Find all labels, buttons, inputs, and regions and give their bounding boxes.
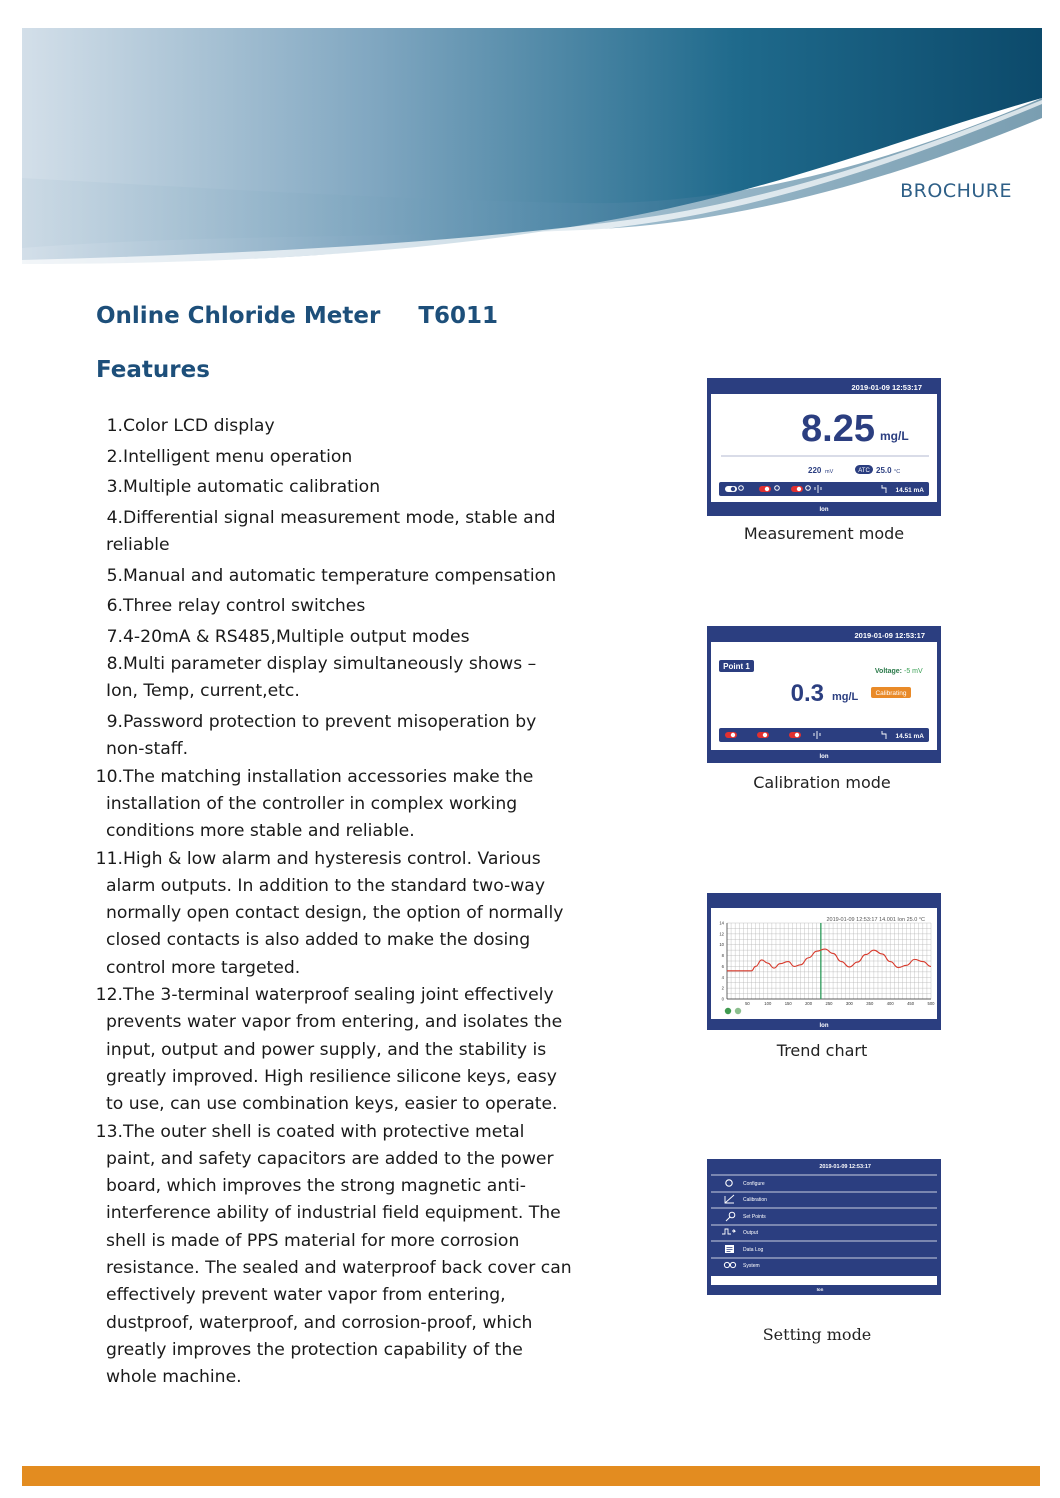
brochure-label: BROCHURE — [900, 180, 1012, 202]
feature-text: Intelligent menu operation — [123, 446, 353, 467]
measurement-unit: mg/L — [880, 429, 909, 443]
calibration-caption: Calibration mode — [753, 773, 891, 792]
menu-item-label: Calibration — [743, 1197, 767, 1203]
feature-item — [86, 764, 572, 846]
x-tick-label: 500 — [927, 1001, 935, 1006]
y-tick-label: 12 — [719, 931, 724, 937]
menu-item-label: Set Points — [743, 1214, 766, 1220]
feature-number: 8. — [106, 654, 123, 675]
y-tick-label: 4 — [721, 974, 724, 980]
settings-screen — [707, 1159, 941, 1295]
relay-1-dot — [731, 487, 735, 491]
feature-number: 12. — [95, 985, 123, 1006]
relay-3-dot — [795, 733, 799, 737]
feature-number: 10. — [95, 766, 123, 787]
feature-item — [86, 593, 572, 620]
x-tick-label: 350 — [866, 1001, 874, 1006]
footer-bar — [22, 1466, 1040, 1486]
feature-text: The outer shell is coated with protective metal paint, and safety capacitors are added to the power board, which improves the strong magnetic anti-interference ability of industrial field equipment. The shell is made of PPS material for more corrosion resistance. The sealed and waterproof back cover can effectively prevent water vapor from entering, dustproof, waterproof, and corrosion-proof, which greatly improves the protection capability of the whole machine. — [106, 1121, 572, 1388]
screen-footer: Ion — [816, 1287, 824, 1292]
product-name: Online Chloride Meter — [96, 303, 381, 329]
relay-2-dot — [763, 733, 767, 737]
screen-footer: Ion — [819, 1023, 829, 1029]
temp-unit: °C — [894, 469, 901, 475]
y-tick-label: 14 — [719, 920, 724, 926]
relay-2-dot — [765, 487, 769, 491]
x-tick-label: 250 — [825, 1001, 833, 1006]
feature-text: Multi parameter display simultaneously shows – Ion, Temp, current,etc. — [106, 654, 537, 702]
header-banner — [22, 28, 1042, 268]
relay-3-dot — [797, 487, 801, 491]
atc-label: ATC — [858, 468, 870, 474]
screen-footer-band — [711, 1276, 937, 1285]
menu-item-label: Configure — [743, 1181, 765, 1187]
feature-number: 4. — [106, 507, 123, 528]
feature-item — [86, 709, 572, 764]
scroll-right-button[interactable] — [735, 1008, 741, 1014]
x-tick-label: 150 — [784, 1001, 792, 1006]
feature-text: Color LCD display — [123, 416, 275, 436]
feature-item — [86, 413, 572, 440]
feature-item — [86, 982, 572, 1118]
feature-text: Multiple automatic calibration — [123, 477, 381, 498]
y-tick-label: 0 — [721, 996, 724, 1002]
x-tick-label: 50 — [745, 1001, 750, 1006]
temp-value: 25.0 — [876, 466, 892, 475]
relay-1-dot — [731, 733, 735, 737]
calibrating-label: Calibrating — [875, 690, 907, 697]
screen-frame — [707, 1159, 941, 1295]
trend-readout: 2019-01-09 12:53:17 14.001 Ion 25.0 °C — [826, 917, 925, 923]
mv-value: 220 — [808, 466, 822, 475]
y-tick-label: 8 — [721, 953, 724, 959]
trend-caption: Trend chart — [776, 1041, 868, 1060]
feature-item — [86, 846, 572, 982]
measurement-value: 8.25 — [801, 408, 875, 450]
feature-item — [86, 624, 572, 651]
feature-number: 13. — [95, 1121, 123, 1142]
voltage-label: Voltage: — [874, 668, 902, 675]
feature-number: 6. — [106, 596, 123, 617]
features-heading: Features — [96, 357, 210, 383]
current-value: 14.51 mA — [895, 487, 924, 494]
feature-item — [86, 444, 572, 471]
feature-number: 1. — [106, 416, 123, 436]
x-tick-label: 450 — [907, 1001, 915, 1006]
x-tick-label: 200 — [805, 1001, 813, 1006]
product-title — [96, 303, 498, 329]
feature-text: 4-20mA & RS485,Multiple output modes — [123, 626, 470, 647]
screen-datetime: 2019-01-09 12:53:17 — [851, 383, 922, 392]
calibration-unit: mg/L — [832, 691, 859, 703]
point-label: Point 1 — [723, 662, 750, 671]
settings-caption: Setting mode — [762, 1325, 872, 1344]
current-value: 14.51 mA — [895, 733, 924, 740]
feature-number: 2. — [106, 446, 123, 467]
screen-footer: Ion — [819, 754, 829, 760]
measurement-screen — [707, 378, 941, 516]
feature-text: Three relay control switches — [123, 596, 366, 617]
y-tick-label: 10 — [719, 942, 724, 948]
menu-item-label: Output — [743, 1230, 759, 1236]
feature-item — [86, 505, 572, 560]
scroll-left-button[interactable] — [725, 1008, 731, 1014]
feature-number: 3. — [106, 477, 123, 498]
feature-number: 9. — [106, 712, 123, 733]
screen-datetime: 2019-01-09 12:53:17 — [854, 631, 925, 640]
feature-item — [86, 563, 572, 590]
measurement-caption: Measurement mode — [743, 524, 905, 543]
feature-text: The matching installation accessories make the installation of the controller in complex working conditions more stable and reliable. — [106, 766, 534, 842]
feature-item — [86, 474, 572, 501]
x-tick-label: 100 — [764, 1001, 772, 1006]
feature-text: Password protection to prevent misoperation by non-staff. — [106, 712, 537, 760]
x-tick-label: 300 — [845, 1001, 853, 1006]
feature-text: Differential signal measurement mode, stable and reliable — [106, 507, 556, 556]
feature-item — [86, 651, 572, 706]
y-tick-label: 6 — [721, 963, 724, 969]
voltage-value: -5 mV — [904, 668, 923, 675]
calibration-screen — [707, 626, 941, 763]
menu-item-label: Data Log — [743, 1247, 764, 1253]
x-tick-label: 400 — [886, 1001, 894, 1006]
feature-item — [86, 1119, 572, 1392]
screen-datetime: 2019-01-09 12:53:17 — [819, 1164, 871, 1170]
y-tick-label: 2 — [721, 985, 724, 991]
mv-unit: mV — [825, 469, 834, 475]
feature-number: 7. — [106, 626, 123, 647]
menu-item-label: System — [743, 1263, 760, 1269]
feature-text: High & low alarm and hysteresis control. Various alarm outputs. In addition to the standard two-way normally open contact design, the option of normally closed contacts is also added to make the dosing control more targeted. — [106, 848, 564, 978]
feature-number: 11. — [95, 848, 123, 869]
feature-number: 5. — [106, 565, 123, 586]
feature-text: The 3-terminal waterproof sealing joint effectively prevents water vapor from entering, and isolates the input, output and power supply, and the stability is greatly improved. High resilience silicone keys, easy to use, can use combination keys, easier to operate. — [106, 985, 563, 1115]
features-list — [86, 413, 572, 1391]
feature-text: Manual and automatic temperature compensation — [123, 565, 557, 586]
screen-footer: Ion — [819, 507, 829, 513]
calibration-value: 0.3 — [790, 680, 824, 707]
product-model: T6011 — [418, 303, 499, 329]
trend-screen — [707, 893, 941, 1030]
